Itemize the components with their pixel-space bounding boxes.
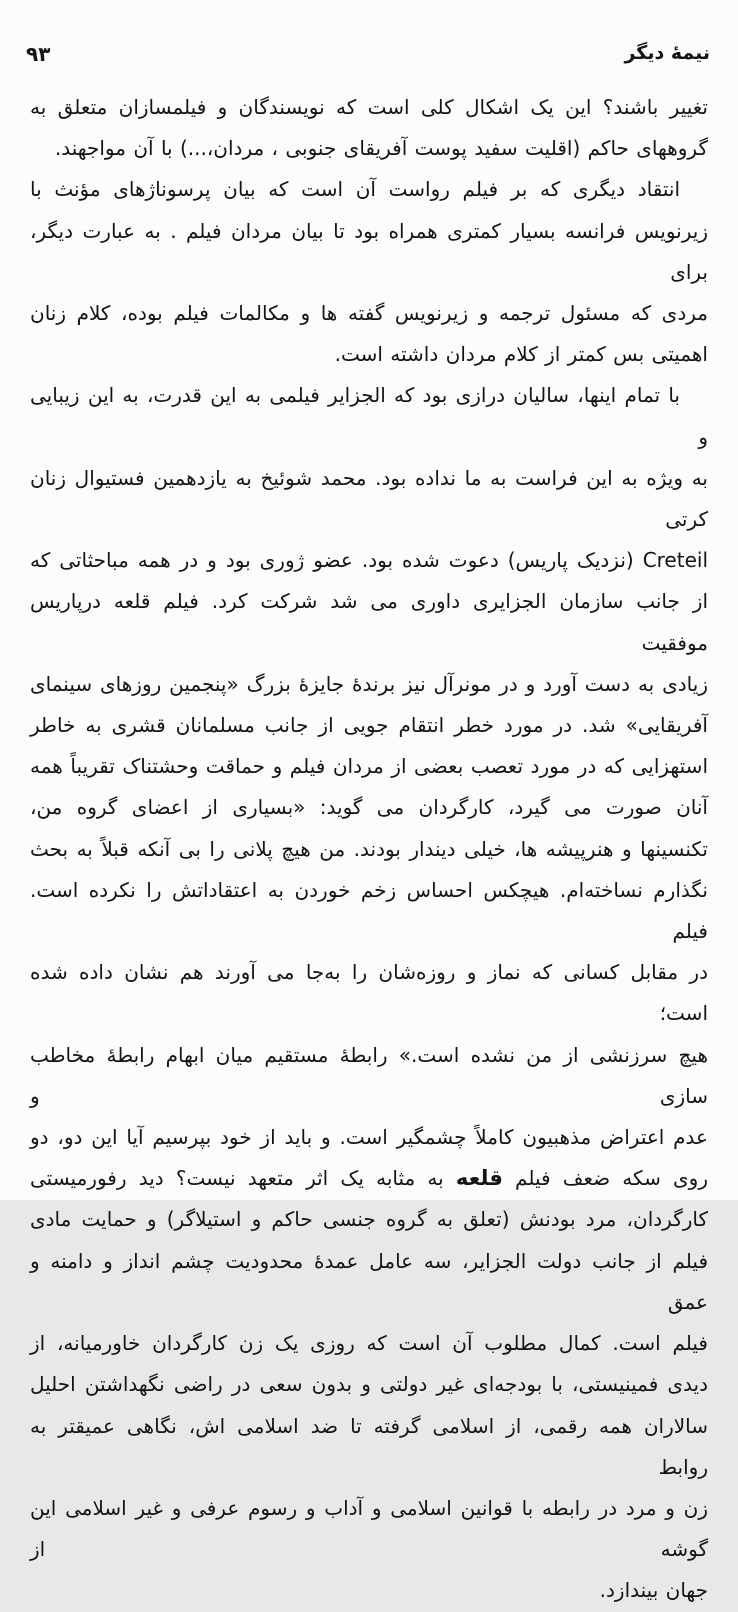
text-line	[30, 870, 708, 952]
text-run: اهمیتی بس کمتر از کلام مردان داشته است.	[334, 342, 708, 367]
text-line	[30, 1488, 708, 1570]
text-run: در مقابل کسانی که نماز و روزه‌شان را به‌جا می آورند هم نشان داده شده است؛	[30, 960, 708, 1026]
paragraph	[30, 169, 708, 375]
journal-title: نیمهٔ دیگر	[624, 42, 710, 64]
text-line	[30, 1241, 708, 1323]
text-line	[30, 746, 708, 787]
page-number: ۹۳	[26, 42, 51, 66]
text-run: زن و مرد در رابطه با قوانین اسلامی و آداب و رسوم عرفی و غیر اسلامی این گوشه از	[30, 1495, 708, 1562]
text-run: جهان بیندازد.	[599, 1578, 708, 1603]
text-run: مردی که مسئول ترجمه و زیرنویس گفته ها و مکالمات فیلم بوده، کلام زنان	[30, 301, 708, 326]
text-line	[30, 787, 708, 828]
text-line	[30, 334, 708, 375]
text-run: دیدی فمینیستی، با بودجه‌ای غیر دولتی و بدون سعی در راضی نگهداشتن احلیل	[30, 1372, 708, 1397]
text-run: روی سکه ضعف فیلم	[502, 1166, 708, 1191]
text-line	[30, 1158, 708, 1199]
text-run: تغییر باشند؟ این یک اشکال کلی است که نویسندگان و فیلمسازان متعلق به	[30, 95, 708, 119]
text-run: از جانب سازمان الجزایری داوری می شد شرکت کرد. فیلم قلعه درپاریس موفقیت	[30, 589, 708, 655]
text-line	[30, 128, 708, 169]
text-line	[30, 1364, 708, 1405]
text-line	[30, 1035, 708, 1117]
text-run: به مثابه یک اثر متعهد نیست؟ دید رفورمیستی	[30, 1166, 456, 1191]
running-header	[0, 0, 738, 66]
text-line	[30, 1117, 708, 1158]
text-run: گروههای حاکم (اقلیت سفید پوست آفریقای جنوبی ، مردان،...) با آن مواجهند.	[54, 136, 708, 161]
text-line	[30, 952, 708, 1034]
text-run: زیرنویس فرانسه بسیار کمتری همراه بود تا بیان مردان فیلم . به عبارت دیگر، برای	[30, 218, 708, 284]
text-line	[30, 664, 708, 705]
film-title-bold: قلعه	[455, 1166, 503, 1191]
text-line	[30, 540, 708, 581]
paragraph	[30, 375, 708, 1611]
text-run: آنان صورت می گیرد، کارگردان می گوید: «بسیاری از اعضای گروه من،	[30, 795, 708, 820]
text-line	[30, 1199, 708, 1240]
text-run: فیلم از جانب دولت الجزایر، سه عامل عمدهٔ محدودیت چشم انداز و دامنه و عمق	[30, 1248, 708, 1314]
text-line	[30, 1406, 708, 1488]
text-run: استهزایی که در مورد تعصب بعضی از مردان فیلم و حماقت وحشتناک تقریباً همه	[30, 754, 708, 779]
text-run: نگذارم نساخته‌ام. هیچکس احساس زخم خوردن به اعتقاداتش را نکرده است. فیلم	[30, 877, 708, 944]
text-line	[30, 458, 708, 540]
text-run: فیلم است. کمال مطلوب آن است که روزی یک زن کارگردان خاورمیانه، از	[30, 1331, 708, 1356]
text-line	[30, 293, 708, 334]
text-run: عدم اعتراض مذهبیون کاملاً چشمگیر است. و باید از خود بپرسیم آیا این دو، دو	[30, 1125, 708, 1150]
text-line	[30, 705, 708, 746]
paragraph	[30, 87, 708, 169]
text-run: هیچ سرزنشی از من نشده است.» رابطهٔ مستقیم میان ابهام رابطهٔ مخاطب سازی و	[30, 1042, 708, 1108]
text-run: آفریقایی» شد. در مورد خطر انتقام جویی از جانب مسلمانان قشری به خاطر	[30, 713, 708, 738]
text-line	[30, 211, 708, 293]
text-run: با تمام اینها، سالیان درازی بود که الجزایر فیلمی به این قدرت، به این زیبایی و	[30, 383, 708, 449]
text-run: به ویژه به این فراست به ما نداده بود. محمد شوئیخ به یازدهمین فستیوال زنان کرتی	[30, 465, 708, 532]
text-line	[30, 1323, 708, 1364]
text-run: تکنسینها و هنرپیشه ها، خیلی دیندار بودند. من هیچ پلانی را بی آنکه قبلاً به بحث	[30, 836, 708, 861]
text-run: کارگردان، مرد بودنش (تعلق به گروه جنسی حاکم و استیلاگر) و حمایت مادی	[30, 1207, 708, 1232]
text-line	[30, 1570, 708, 1611]
text-line	[30, 829, 708, 870]
text-run: زیادی به دست آورد و در مونرآل نیز برندهٔ جایزهٔ بزرگ «پنجمین روزهای سینمای	[30, 671, 708, 696]
text-run: انتقاد دیگری که بر فیلم رواست آن است که بیان پرسوناژهای مؤنث با	[30, 177, 680, 202]
text-line	[30, 169, 708, 210]
text-line	[30, 581, 708, 663]
text-line	[30, 87, 708, 128]
page-body	[0, 87, 738, 1612]
text-run: سالاران همه رقمی، از اسلامی گرفته تا ضد اسلامی اش، نگاهی عمیقتر به روابط	[30, 1413, 708, 1479]
text-run: Creteil (نزدیک پاریس) دعوت شده بود. عضو ژوری بود و در همه مباحثاتی که	[30, 548, 708, 573]
text-line	[30, 375, 708, 457]
